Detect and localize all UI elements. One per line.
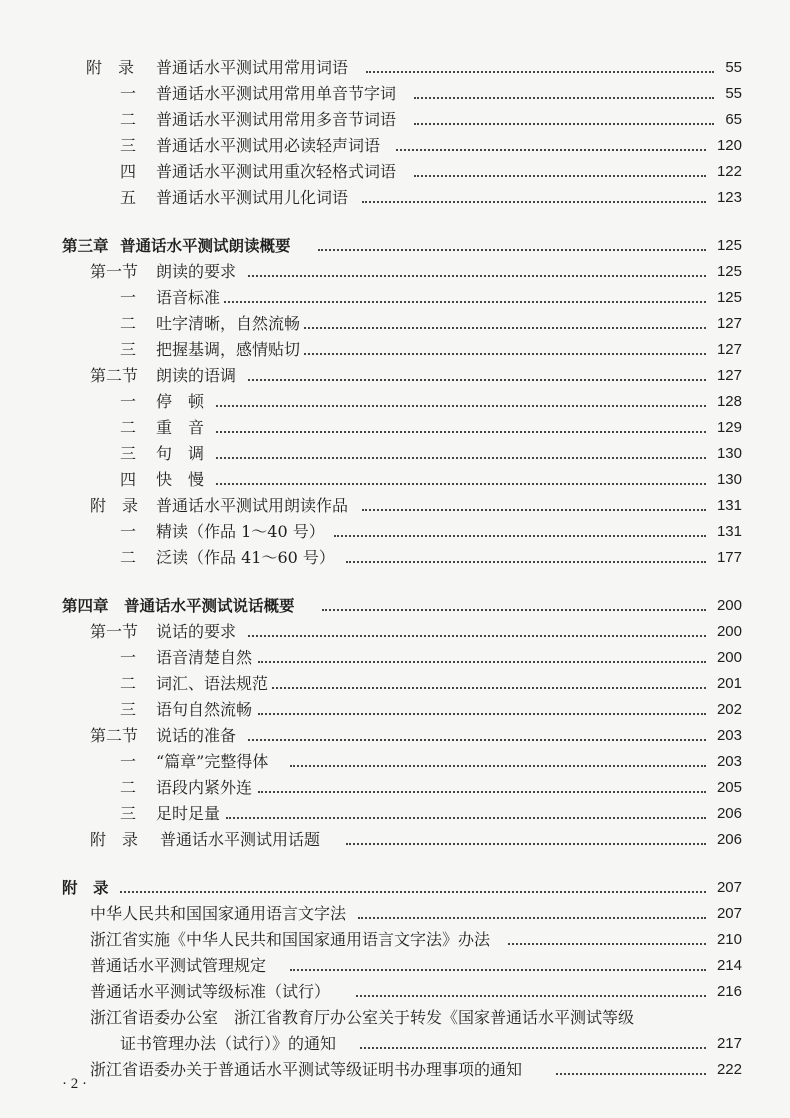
toc-entry-title: 普通话水平测试等级标准（试行） [90,982,331,1001]
dot-leader [366,71,714,73]
toc-entry [0,545,790,571]
toc-entry-title: 普通话水平测试用重次轻格式词语 [156,162,397,181]
toc-entry-label: 三 [120,444,137,463]
toc-entry-label: 二 [120,548,137,567]
toc-entry-title: 重 音 [156,418,205,437]
toc-entry [0,55,790,81]
toc-entry-label: 一 [120,392,137,411]
toc-entry-page: 216 [716,983,742,1000]
toc-entry [0,285,790,311]
toc-entry-title: 证书管理办法（试行）》的通知 [120,1034,337,1053]
toc-entry-label: 一 [120,84,137,103]
toc-entry-page: 129 [716,419,742,436]
toc-entry-page: 125 [716,263,742,280]
toc-entry-page: 55 [725,59,742,76]
toc-entry [0,801,790,827]
toc-entry-page: 206 [716,831,742,848]
toc-entry-label: 一 [120,522,137,541]
toc-entry-page: 207 [716,905,742,922]
dot-leader [414,175,706,177]
dot-leader [360,1047,706,1049]
dot-leader [356,995,706,997]
dot-leader [216,457,706,459]
toc-entry-title: 句 调 [156,444,205,463]
toc-entry-title: 普通话水平测试用话题 [160,830,321,849]
toc-chapter-label: 第三章 [62,237,109,255]
toc-entry-title: 朗读的要求 [156,262,237,281]
toc-entry-page: 128 [716,393,742,410]
toc-entry [0,519,790,545]
toc-entry-page: 65 [725,111,742,128]
toc-entry-title: 普通话水平测试用常用词语 [156,58,349,77]
toc-entry-title: 把握基调，感情贴切 [156,340,301,359]
toc-entry-title: 语音标准 [156,288,221,307]
toc-entry [0,927,790,953]
toc-entry-title: 浙江省语委办关于普通话水平测试等级证明书办理事项的通知 [90,1060,523,1079]
toc-entry [0,311,790,337]
toc-chapter-entry [0,233,790,259]
toc-entry-title: 语句自然流畅 [156,700,253,719]
toc-entry-label: 一 [120,648,137,667]
toc-entry-page: 207 [716,879,742,896]
toc-entry-page: 202 [716,701,742,718]
toc-entry [0,363,790,389]
toc-entry-title: 说话的准备 [156,726,237,745]
toc-entry-label: 三 [120,700,137,719]
toc-entry-title: 快 慢 [156,470,205,489]
toc-entry-title: 浙江省语委办公室 浙江省教育厅办公室关于转发《国家普通话水平测试等级 [90,1008,635,1027]
dot-leader [216,483,706,485]
dot-leader [290,765,706,767]
toc-section-label: 第一节 [90,262,139,281]
toc-entry [0,953,790,979]
toc-entry-page: 130 [716,445,742,462]
toc-entry-label: 五 [120,188,137,207]
toc-entry-page: 203 [716,753,742,770]
toc-entry [0,749,790,775]
toc-entry-page: 127 [716,341,742,358]
toc-entry-page: 127 [716,367,742,384]
toc-entry-title: 语音清楚自然 [156,648,253,667]
toc-entry [0,827,790,853]
toc-entry-page: 210 [716,931,742,948]
toc-entry-page: 222 [716,1061,742,1078]
toc-entry-label: 二 [120,674,137,693]
toc-entry [0,645,790,671]
toc-chapter-label: 第四章 [62,597,109,615]
toc-entry-label: 一 [120,288,137,307]
toc-entry-label: 二 [120,778,137,797]
dot-leader [556,1073,706,1075]
toc-entry [0,723,790,749]
dot-leader [248,275,706,277]
toc-entry [0,493,790,519]
toc-entry-label: 四 [120,162,137,181]
toc-entry-page: 55 [725,85,742,102]
page-number: · 2 · [62,1076,87,1092]
dot-leader [318,249,706,251]
toc-entry-page: 125 [716,237,742,254]
toc-entry-label: 二 [120,314,137,333]
dot-leader [322,609,706,611]
toc-appendix-label: 附 录 [62,879,109,897]
dot-leader [258,713,706,715]
toc-entry [0,671,790,697]
toc-entry-page: 130 [716,471,742,488]
toc-entry-title: 说话的要求 [156,622,237,641]
toc-entry-page: 201 [716,675,742,692]
dot-leader [216,405,706,407]
dot-leader [508,943,706,945]
dot-leader [248,379,706,381]
toc-entry [0,901,790,927]
toc-entry-title: 泛读（作品 41～60 号） [156,548,335,567]
toc-entry-page: 217 [716,1035,742,1052]
toc-entry [0,133,790,159]
toc-entry [0,185,790,211]
toc-section-label: 第二节 [90,366,139,385]
toc-entry-title: 普通话水平测试管理规定 [90,956,267,975]
toc-entry-title: “篇章”完整得体 [156,752,269,771]
dot-leader [362,509,706,511]
toc-entry-page: 200 [716,649,742,666]
toc-entry [0,619,790,645]
toc-entry-label: 四 [120,470,137,489]
dot-leader [248,739,706,741]
toc-entry-title: 词汇、语法规范 [156,674,269,693]
toc-entry-page: 125 [716,289,742,306]
toc-entry-title: 停 顿 [156,392,205,411]
toc-entry-title: 语段内紧外连 [156,778,253,797]
toc-chapter-title: 普通话水平测试朗读概要 [120,237,291,255]
toc-entry-page: 214 [716,957,742,974]
toc-chapter-title: 普通话水平测试说话概要 [124,597,295,615]
toc-entry-page: 200 [716,623,742,640]
toc-entry [0,259,790,285]
toc-entry-title: 足时足量 [156,804,221,823]
dot-leader [414,97,714,99]
toc-entry-title: 普通话水平测试用朗读作品 [156,496,349,515]
toc-entry-label: 附 录 [90,496,139,515]
toc-entry-page: 122 [716,163,742,180]
toc-entry [0,697,790,723]
toc-entry [0,775,790,801]
toc-entry-title: 中华人民共和国国家通用语言文字法 [90,904,347,923]
toc-entry-page: 206 [716,805,742,822]
toc-entry-page: 200 [716,597,742,614]
toc-entry [0,159,790,185]
toc-entry [0,979,790,1005]
toc-entry-page: 205 [716,779,742,796]
dot-leader [362,201,706,203]
toc-entry-label: 二 [120,418,137,437]
toc-entry-label: 一 [120,752,137,771]
dot-leader [258,791,706,793]
dot-leader [226,817,706,819]
toc-entry-page: 131 [716,523,742,540]
toc-entry-label: 二 [120,110,137,129]
dot-leader [216,431,706,433]
toc-entry-page: 127 [716,315,742,332]
dot-leader [304,353,706,355]
toc-appendix-entry [0,875,790,901]
toc-entry [0,441,790,467]
dot-leader [224,301,706,303]
toc-entry-title: 普通话水平测试用必读轻声词语 [156,136,381,155]
toc-entry [0,81,790,107]
toc-entry-label: 三 [120,136,137,155]
dot-leader [304,327,706,329]
dot-leader [248,635,706,637]
dot-leader [396,149,706,151]
dot-leader [258,661,706,663]
toc-entry-title: 吐字清晰，自然流畅 [156,314,301,333]
toc-entry-title: 精读（作品 1～40 号） [156,522,325,541]
toc-entry [0,107,790,133]
dot-leader [120,891,706,893]
toc-section-label: 第一节 [90,622,139,641]
toc-entry [0,1031,790,1057]
dot-leader [272,687,706,689]
toc-entry-page: 203 [716,727,742,744]
toc-chapter-entry [0,593,790,619]
toc-entry-title: 普通话水平测试用常用多音节词语 [156,110,397,129]
toc-entry [0,1005,790,1031]
dot-leader [358,917,706,919]
toc-entry [0,389,790,415]
toc-entry-title: 浙江省实施《中华人民共和国国家通用语言文字法》办法 [90,930,491,949]
toc-entry-page: 177 [716,549,742,566]
toc-entry [0,467,790,493]
toc-entry [0,1057,790,1083]
toc-entry-page: 131 [716,497,742,514]
toc-entry-title: 普通话水平测试用常用单音节字词 [156,84,397,103]
dot-leader [414,123,714,125]
toc-entry-page: 120 [716,137,742,154]
dot-leader [346,843,706,845]
toc-entry [0,415,790,441]
toc-entry-label: 附 录 [86,58,135,77]
toc-entry-label: 附 录 [90,830,139,849]
toc-entry-label: 三 [120,340,137,359]
toc-entry-title: 普通话水平测试用儿化词语 [156,188,349,207]
toc-entry [0,337,790,363]
toc-entry-label: 三 [120,804,137,823]
toc-section-label: 第二节 [90,726,139,745]
dot-leader [346,561,706,563]
toc-entry-page: 123 [716,189,742,206]
toc-entry-title: 朗读的语调 [156,366,237,385]
dot-leader [290,969,706,971]
dot-leader [334,535,706,537]
